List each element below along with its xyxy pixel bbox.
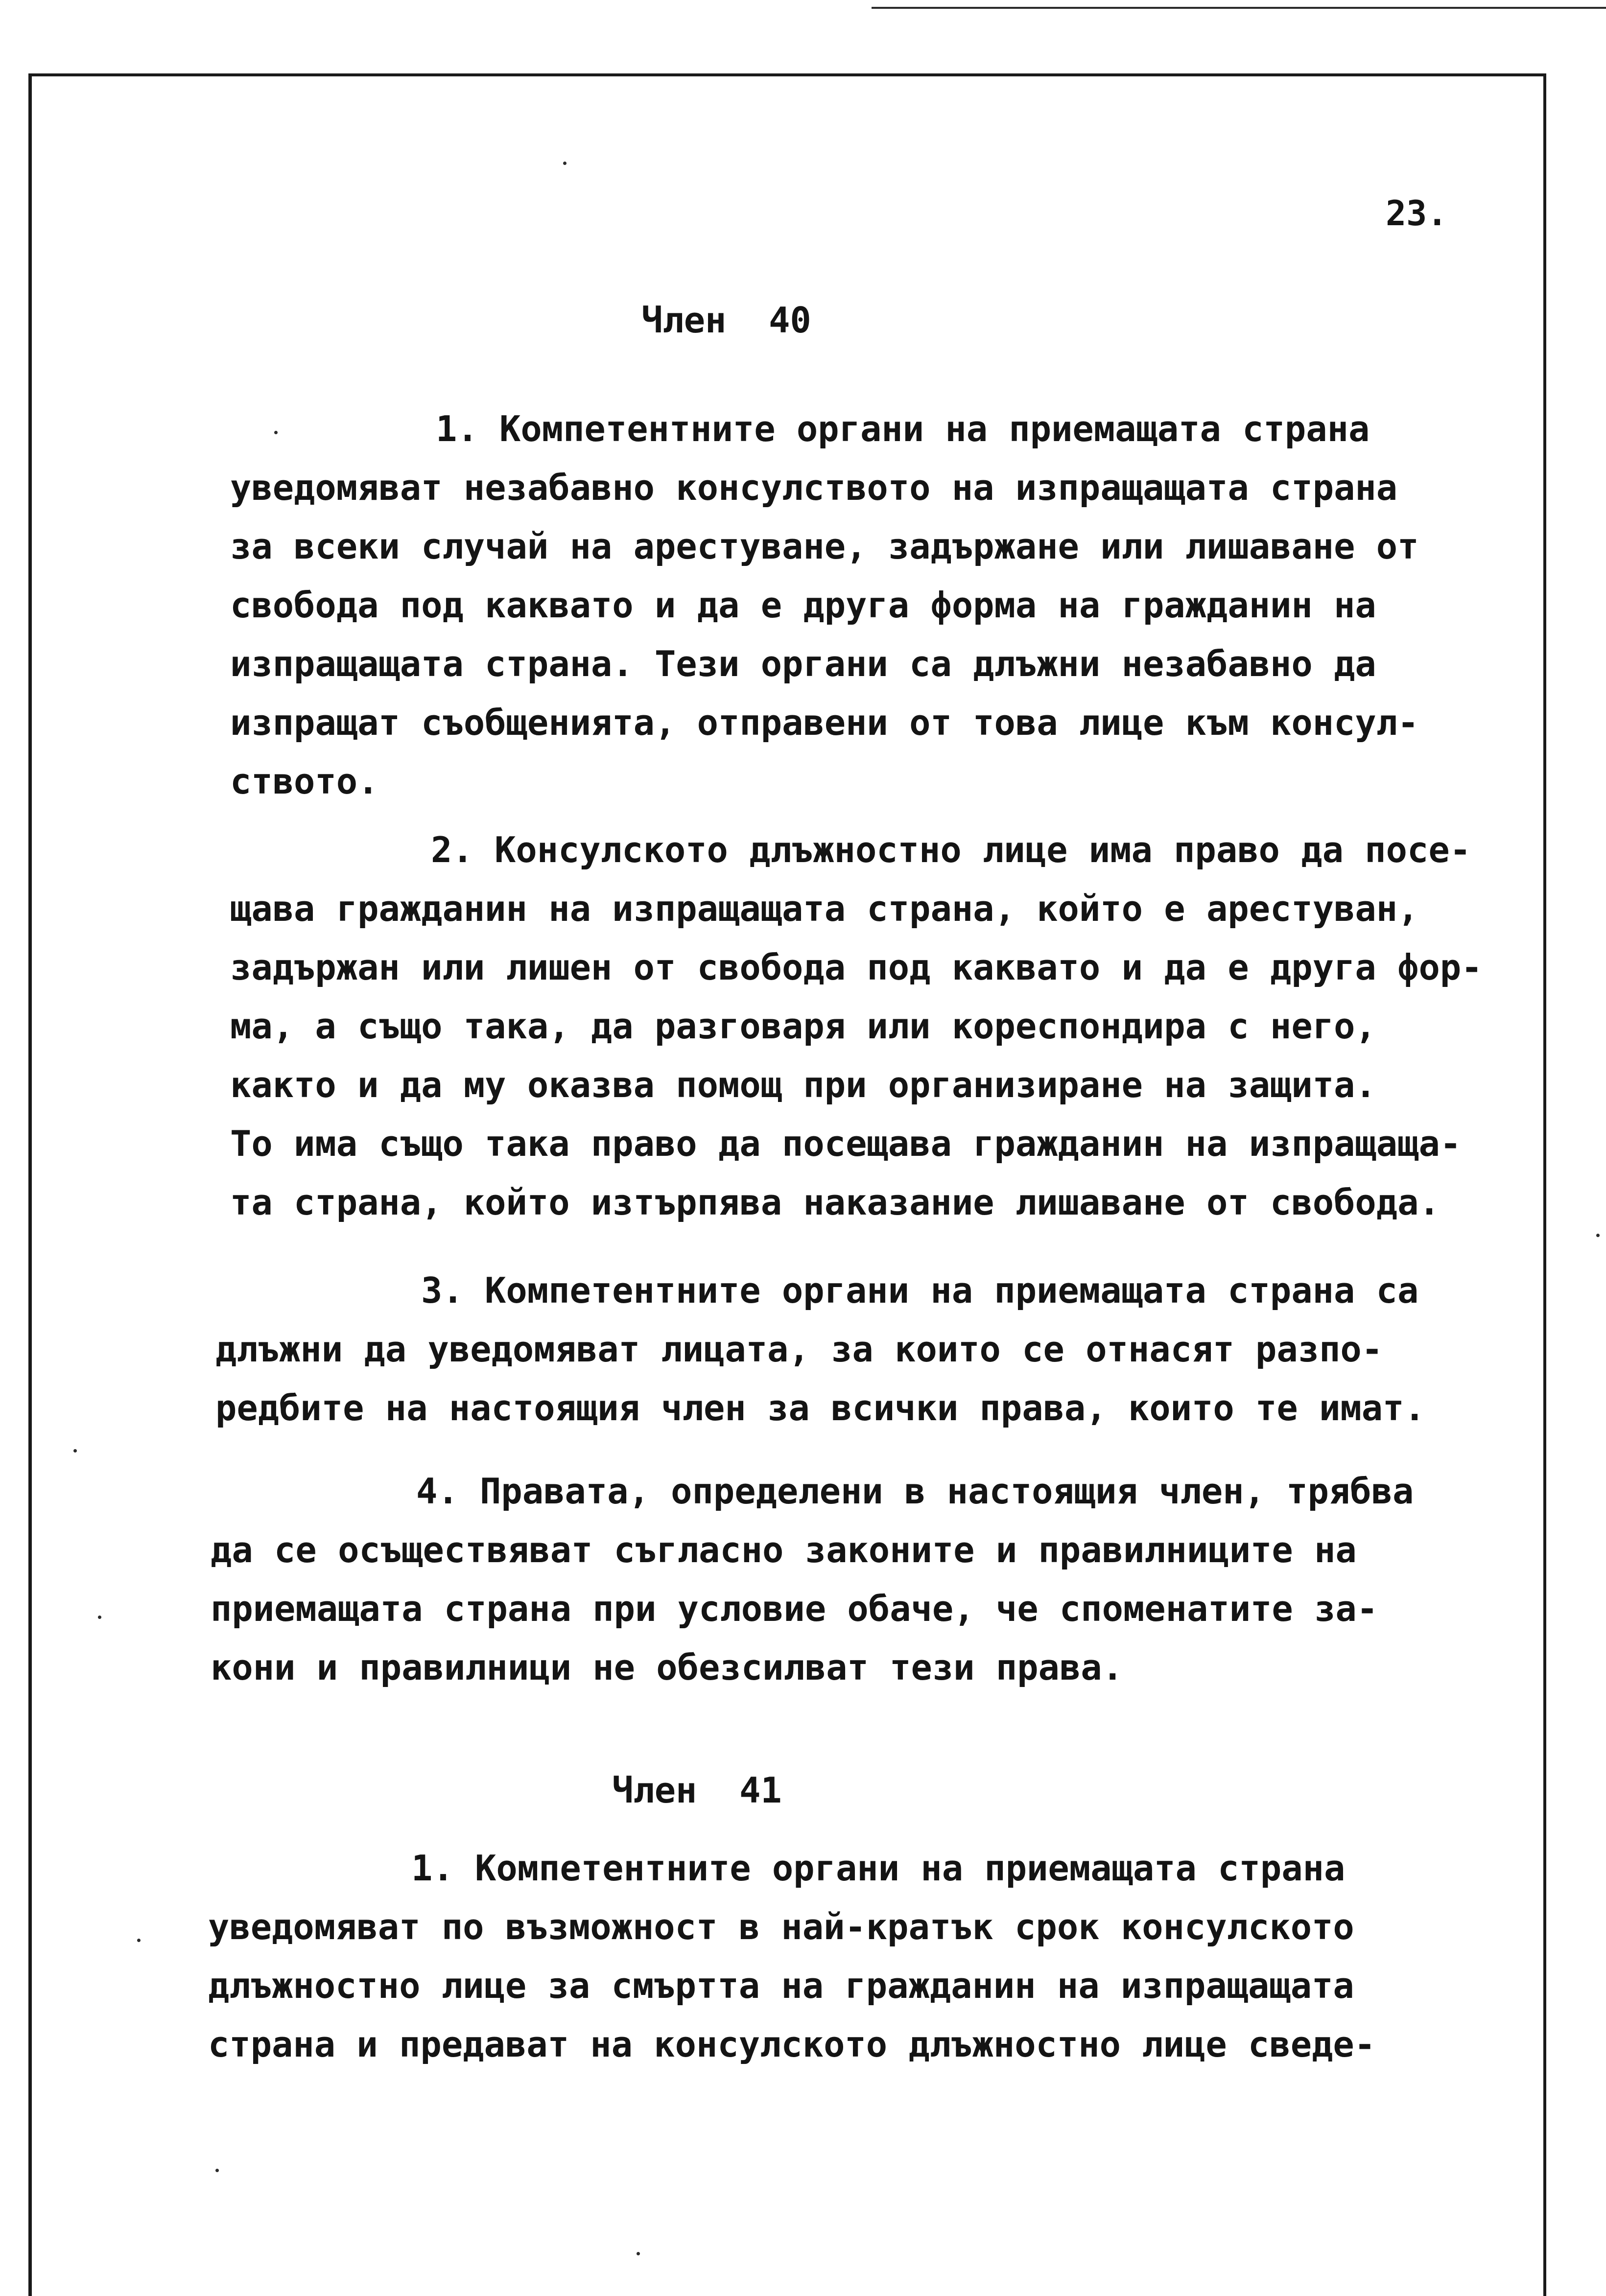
article-40-para-2-line-3: задържан или лишен от свобода под каквато и да е друга фор- [230,947,1483,988]
article-40-para-1-line-2: уведомяват незабавно консулството на изпращащата страна [230,467,1398,508]
article-40-para-2-line-6: То има също така право да посещава гражданин на изпращаща- [230,1123,1462,1164]
article-40-para-3-line-3: редбите на настоящия член за всички права, които те имат. [215,1387,1425,1429]
article-40-heading: Член 40 [641,300,811,341]
article-40-para-2-line-4: ма, а също така, да разговаря или кореспондира с него, [230,1006,1376,1047]
scan-speck [137,1939,141,1942]
article-40-para-1-line-7: ството. [230,761,379,802]
article-40-para-3-line-1: 3. Компетентните органи на приемащата страна са [421,1270,1419,1311]
page-number: 23. [1386,193,1448,234]
article-40-para-4-line-3: приемащата страна при условие обаче, че споменатите за- [211,1588,1378,1629]
top-edge-rule [872,7,1606,9]
article-41-para-1-line-2: уведомяват по възможност в най-кратък срок консулското [208,1906,1354,1947]
article-40-para-4-line-1: 4. Правата, определени в настоящия член, трябва [416,1471,1414,1512]
scan-speck [73,1449,77,1453]
article-40-para-1-line-4: свобода под каквато и да е друга форма на гражданин на [230,585,1376,626]
article-40-para-1-line-1: 1. Компетентните органи на приемащата страна [436,408,1370,449]
article-41-para-1-line-4: страна и предават на консулското длъжностно лице сведе- [208,2024,1376,2065]
scan-speck [274,431,278,434]
article-41-para-1-line-1: 1. Компетентните органи на приемащата страна [411,1848,1346,1889]
scan-speck [637,2252,640,2255]
article-41-para-1-line-3: длъжностно лице за смъртта на гражданин на изпращащата [208,1965,1354,2006]
scan-speck [98,1616,101,1619]
article-41-heading: Член 41 [612,1770,782,1811]
scan-speck [563,162,567,165]
article-40-para-1-line-3: за всеки случай на арестуване, задържане или лишаване от [230,526,1419,567]
article-40-para-4-line-2: да се осъществяват съгласно законите и правилниците на [211,1529,1357,1570]
article-40-para-4-line-4: кони и правилници не обезсилват тези права. [211,1647,1123,1688]
article-40-para-3-line-2: длъжни да уведомяват лицата, за които се отнасят разпо- [215,1329,1383,1370]
article-40-para-1-line-6: изпращат съобщенията, отправени от това лице към консул- [230,702,1419,743]
article-40-para-2-line-1: 2. Консулското длъжностно лице има право да посе- [431,829,1471,870]
scan-speck [1596,1234,1600,1237]
article-40-para-2-line-2: щава гражданин на изпращащата страна, който е арестуван, [230,888,1419,929]
scan-speck [215,2169,219,2172]
article-40-para-1-line-5: изпращащата страна. Тези органи са длъжни незабавно да [230,643,1376,684]
article-40-para-2-line-5: както и да му оказва помощ при организиране на защита. [230,1064,1376,1105]
article-40-para-2-line-7: та страна, който изтърпява наказание лишаване от свобода. [230,1182,1440,1223]
